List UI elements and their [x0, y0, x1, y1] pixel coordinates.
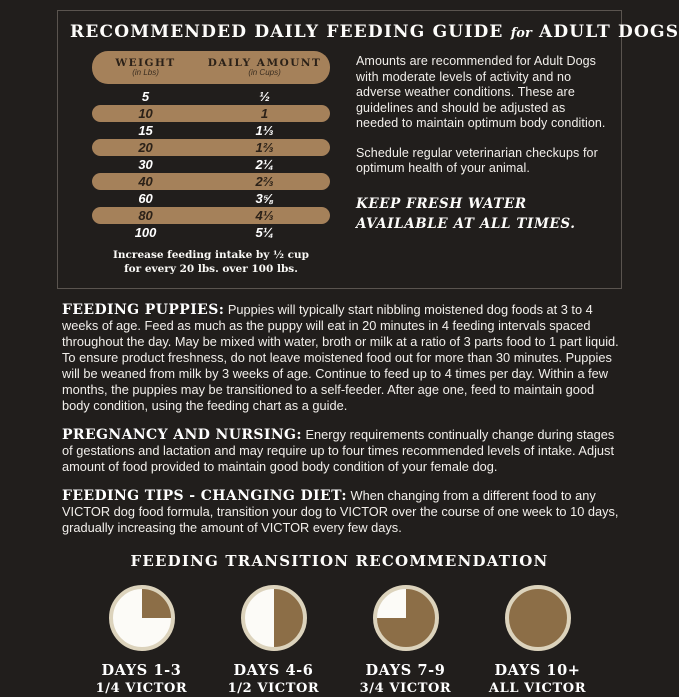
section-feeding-puppies: [62, 302, 619, 414]
amount-label: 1/2 VICTOR: [227, 680, 320, 696]
table-row: [92, 105, 330, 122]
weight-cell: 30: [138, 157, 153, 172]
pie-chart-quarter: [109, 585, 175, 651]
days-label: DAYS 10+: [494, 662, 581, 680]
body-sections: [62, 302, 619, 536]
title-main: RECOMMENDED DAILY FEEDING GUIDE: [70, 22, 504, 42]
table-row: [92, 224, 330, 241]
weight-cell: 80: [138, 208, 153, 223]
transition-steps: [0, 585, 679, 697]
amount-cell: 3⅝: [255, 191, 274, 206]
weight-cell: 5: [141, 89, 150, 104]
weight-cell: 100: [134, 225, 157, 240]
table-row: [92, 207, 330, 224]
top-columns: [70, 51, 609, 276]
pie-chart-full: [505, 585, 571, 651]
table-row: [92, 173, 330, 190]
table-footnote: Increase feeding intake by ½ cup for every 20 lbs. over 100 lbs.: [112, 249, 309, 276]
feeding-table: [92, 51, 330, 276]
section-lead: PREGNANCY AND NURSING:: [62, 427, 302, 444]
pie-chart-half: [241, 585, 307, 651]
checkup-note: Schedule regular veterinarian checkups for optimum health of your animal.: [356, 145, 598, 175]
amount-label: ALL VICTOR: [488, 680, 587, 696]
days-label: DAYS 7-9: [365, 662, 446, 680]
table-row: [92, 88, 330, 105]
transition-heading: FEEDING TRANSITION RECOMMENDATION: [130, 552, 549, 571]
pie-chart-three-quarter: [373, 585, 439, 651]
daily-feeding-guide-box: [57, 10, 679, 289]
amount-cell: 2⅔: [255, 174, 274, 189]
section-lead: FEEDING TIPS - CHANGING DIET:: [62, 488, 347, 505]
section-pregnancy-nursing: [62, 427, 619, 475]
amount-cell: ½: [259, 89, 270, 104]
weight-cell: 15: [138, 123, 153, 138]
amount-cell: 1⅔: [255, 140, 274, 155]
section-body: Puppies will typically start nibbling moistened dog foods at 3 to 4 weeks of age. Feed as much as the puppy will eat in 20 minutes in 4 feeding intervals spaced throughout the day. May be mixed with water, broth or milk at a ratio of 3 parts food to 1 part liquid. To ensure product freshness, do not leave moistened food out for more than 30 minutes. Puppies will be weaned from milk by 3 weeks of age. Continue to feed up to 4 times per day. Within a few months, the puppies may be transitioned to a self-feeder. After age one, feed to maintain good body condition, using the feeding chart as a guide.: [62, 302, 619, 414]
feeding-guide-panel: [0, 10, 679, 696]
guidelines-note: Amounts are recommended for Adult Dogs with moderate levels of activity and no adverse weather conditions. These are guidelines and should be adjusted as needed to maintain optimum body condition.: [356, 54, 606, 130]
table-row: [92, 156, 330, 173]
weight-header-unit: (in Lbs): [132, 67, 159, 77]
table-row: [92, 122, 330, 139]
water-warning: KEEP FRESH WATER AVAILABLE AT ALL TIMES.: [356, 195, 576, 233]
table-row: [92, 190, 330, 207]
transition-step: [224, 585, 324, 697]
days-label: DAYS 4-6: [233, 662, 314, 680]
weight-header-label: WEIGHT: [115, 56, 176, 69]
weight-cell: 10: [138, 106, 153, 121]
title-for: for: [510, 26, 532, 41]
amount-label: 1/4 VICTOR: [95, 680, 188, 696]
amount-cell: 4⅓: [255, 208, 274, 223]
transition-step: [92, 585, 192, 697]
weight-column-header: [92, 58, 199, 77]
section-feeding-tips: [62, 488, 619, 536]
table-row: [92, 139, 330, 156]
amount-cell: 5¼: [255, 225, 274, 240]
amount-header-label: DAILY AMOUNT: [207, 56, 322, 69]
transition-step: [488, 585, 588, 697]
section-lead: FEEDING PUPPIES:: [62, 302, 225, 319]
amount-label: 3/4 VICTOR: [359, 680, 452, 696]
side-notes: [330, 51, 609, 276]
amount-cell: 1: [260, 106, 269, 121]
weight-cell: 20: [138, 140, 153, 155]
amount-cell: 2¼: [255, 157, 274, 172]
section-body: Energy requirements continually change during stages of gestations and lactation and may require up to four times recommended levels of intake. Adjust amount of food provided to maintain good body condition of your female dog.: [62, 427, 615, 475]
page-title: [70, 22, 679, 42]
transition-step: [356, 585, 456, 697]
amount-column-header: [199, 58, 330, 77]
transition-section: [0, 552, 679, 697]
section-body: When changing from a different food to any VICTOR dog food formula, transition your dog to VICTOR over the course of one week to 10 days, gradually increasing the amount of VICTOR every few days.: [62, 488, 619, 536]
weight-cell: 60: [138, 191, 153, 206]
table-header: [92, 51, 330, 84]
amount-header-unit: (in Cups): [248, 67, 281, 77]
days-label: DAYS 1-3: [101, 662, 182, 680]
amount-cell: 1⅓: [255, 123, 274, 138]
weight-cell: 40: [138, 174, 153, 189]
title-end: ADULT DOGS: [538, 22, 679, 42]
